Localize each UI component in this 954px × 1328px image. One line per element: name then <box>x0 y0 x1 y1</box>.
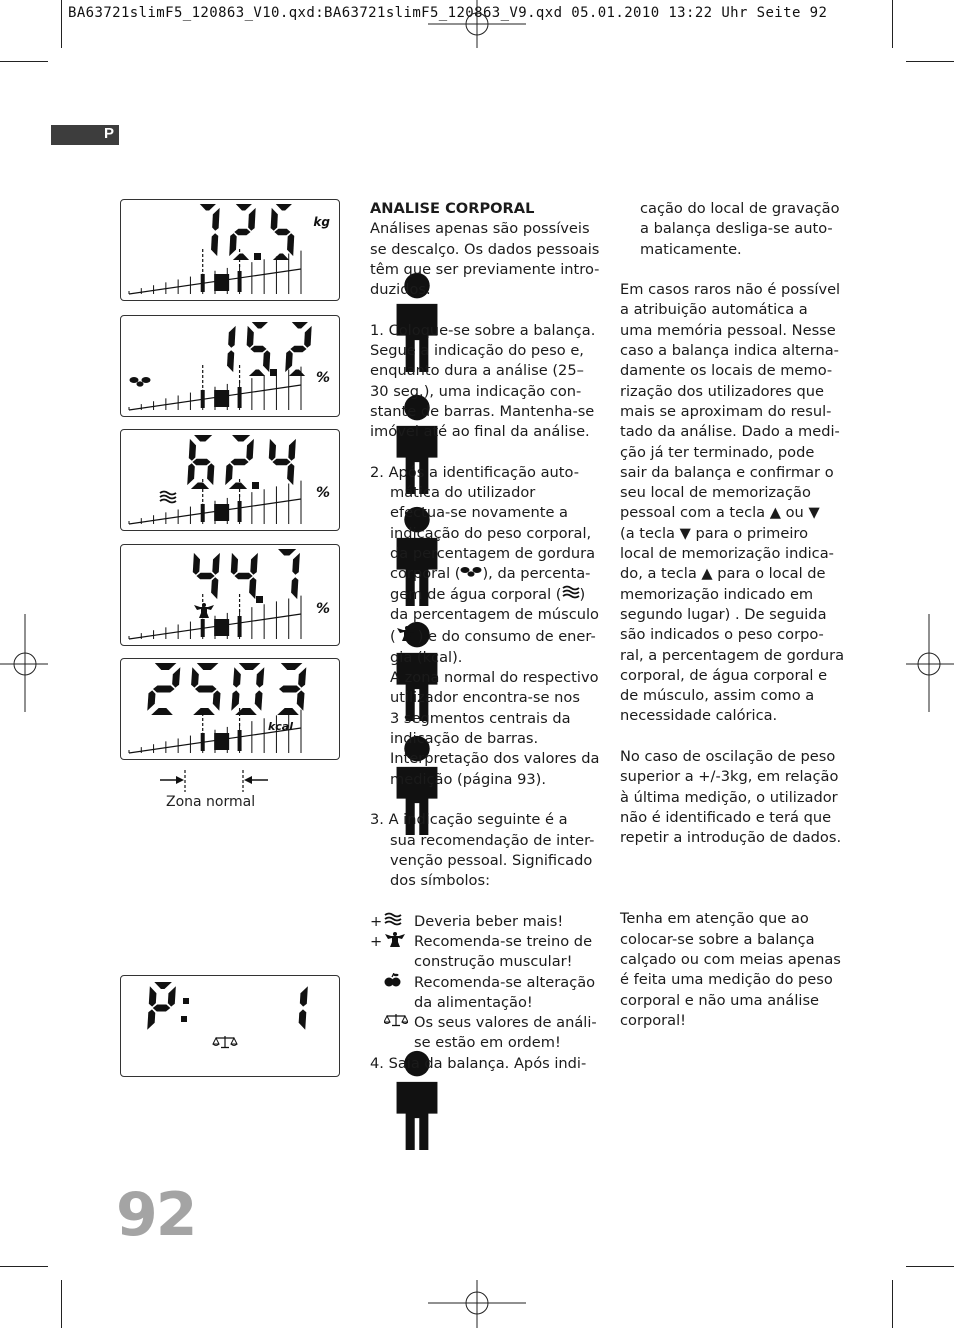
step-3 <box>370 810 600 891</box>
lcd-segment <box>172 667 180 687</box>
text-line: 1. Coloque-se sobre a balança. <box>370 321 596 339</box>
lcd-segment <box>250 553 258 575</box>
text-line: Em casos raros não é possível <box>620 281 841 299</box>
text-line: seu local de memorização <box>620 484 811 502</box>
lcd-display-weight <box>120 199 340 301</box>
lcd-segment <box>272 459 290 466</box>
step-2-muscle-label: da percentagem de músculo <box>390 606 599 624</box>
lcd-display-muscle <box>120 544 340 646</box>
registration-mark-right <box>904 614 954 714</box>
lcd-segment <box>291 577 298 599</box>
text-line: mática do utilizador <box>390 484 536 502</box>
lcd-segment <box>154 982 172 989</box>
lcd-segment <box>212 553 220 575</box>
lcd-graphic <box>121 316 339 416</box>
text-line: de músculo, assim como a <box>620 687 815 705</box>
bar-segment-active <box>238 616 242 637</box>
symbol-description: Os seus valores de análi- <box>414 1014 597 1032</box>
bar-segment-active <box>201 504 205 522</box>
muscle-icon <box>194 603 214 618</box>
lcd-segment <box>239 663 261 670</box>
lcd-segment <box>193 708 215 715</box>
text-line: indicação de barras. <box>390 730 539 748</box>
lcd-segment <box>248 208 256 231</box>
lcd-segment <box>300 986 308 1006</box>
symbol-legend-line <box>370 952 600 972</box>
text-line: do, a tecla ▲ para o local de <box>620 565 826 583</box>
bar-segment-active <box>214 504 229 521</box>
step-1 <box>370 321 600 443</box>
bar-segment-active <box>201 733 205 751</box>
lcd-segment <box>252 322 268 329</box>
text-line: 30 seg.), uma indicação con- <box>370 382 582 400</box>
lcd-segment <box>298 667 306 687</box>
bar-segment-active <box>201 274 205 292</box>
symbol-marker <box>370 912 412 932</box>
text-line: efectua-se novamente a <box>390 504 569 522</box>
text-line: se descalço. Os dados pessoais <box>370 240 600 258</box>
registration-mark-top <box>428 0 528 50</box>
symbol-description: construção muscular! <box>414 953 573 971</box>
crop-mark <box>906 1266 954 1267</box>
lcd-segment <box>281 663 303 670</box>
lcd-segment <box>277 708 299 715</box>
text-line: (a tecla ▼ para o primeiro <box>620 524 809 542</box>
symbol-marker <box>370 932 412 954</box>
lcd-segment <box>233 667 241 687</box>
symbol-description: Deveria beber mais! <box>414 912 564 930</box>
lcd-segment <box>192 459 210 466</box>
unit-label: kg <box>313 215 330 229</box>
step-4: 4. Saia da balança. Após indi- <box>370 1054 587 1072</box>
lcd-segment <box>227 350 234 372</box>
text-line: a balança desliga-se auto- <box>640 220 833 238</box>
text-line: rização dos utilizadores que <box>620 382 824 400</box>
muscle-icon <box>396 626 418 648</box>
text-line: repetir a introdução de dados. <box>620 829 842 847</box>
lcd-segment <box>194 435 212 442</box>
lcd-segment <box>187 463 195 485</box>
lcd-segment <box>233 254 249 261</box>
text-line: Análises apenas são possíveis <box>370 220 590 238</box>
lcd-segment <box>149 986 157 1006</box>
symbol-legend <box>370 912 600 1054</box>
lcd-segment <box>249 370 265 377</box>
unit-label: kcal <box>267 720 293 733</box>
text-line: colocar-se sobre a balança <box>620 930 815 948</box>
scale-icon <box>384 1013 408 1033</box>
paragraph-shoes-note <box>620 909 850 1031</box>
text-line: são indicados o peso corpo- <box>620 626 824 644</box>
lcd-graphic <box>121 430 339 530</box>
lcd-segment <box>289 370 305 377</box>
text-line: stante de barras. Mantenha-se <box>370 402 595 420</box>
lcd-segment <box>256 667 264 687</box>
symbol-marker <box>370 1013 412 1033</box>
bar-segment-active <box>201 619 205 637</box>
lcd-segment <box>212 208 220 231</box>
lcd-segment <box>276 204 292 211</box>
text-line: corporal e não uma análise <box>620 991 820 1009</box>
page-number: 92 <box>116 1180 196 1250</box>
step-4-continued <box>620 199 850 260</box>
lcd-segment <box>228 326 235 348</box>
bar-segment-active <box>214 619 229 636</box>
lcd-segment <box>304 326 311 348</box>
bar-segment-active <box>238 730 242 751</box>
lcd-segment <box>274 229 290 236</box>
lcd-graphic <box>121 545 339 645</box>
text-line: Segue a indicação do peso e, <box>370 342 584 360</box>
text-line: a atribuição automática a <box>620 301 808 319</box>
file-slug: BA63721slimF5_120863_V10.qxd:BA63721slimF5_120863_V9.qxd 05.01.2010 13:22 Uhr Seite 92 <box>68 5 828 21</box>
lcd-display-kcal <box>120 658 340 760</box>
text-line: sair da balança e confirmar o <box>620 463 834 481</box>
symbol-legend-line <box>370 1033 600 1053</box>
normal-zone-caption: Zona normal <box>166 794 256 810</box>
lcd-segment <box>147 690 155 710</box>
text-line: não é identificado e terá que <box>620 808 832 826</box>
lcd-segment <box>213 690 221 710</box>
intro-paragraph <box>370 219 600 300</box>
step-2-fat-line: corporal ( ), da percenta- <box>370 564 600 584</box>
symbol-legend-line <box>370 912 600 932</box>
lcd-segment <box>196 573 214 580</box>
bar-segment-active <box>214 390 229 407</box>
text-line: corporal! <box>620 1011 686 1029</box>
text-column-1 <box>370 199 600 1074</box>
lcd-segment <box>235 708 257 715</box>
text-line: imóvel até ao final da análise. <box>370 423 590 441</box>
lcd-graphic <box>121 200 339 300</box>
lcd-segment <box>236 204 252 211</box>
water-icon <box>562 585 580 605</box>
text-line: uma memória pessoal. Nesse <box>620 321 836 339</box>
lcd-segment <box>211 233 218 256</box>
symbol-legend-line <box>370 932 600 952</box>
lcd-display-recommendation <box>120 975 340 1077</box>
text-line: caso a balança indica alterna- <box>620 342 839 360</box>
crop-mark <box>61 0 62 48</box>
bar-segment-active <box>238 271 242 292</box>
lcd-segment <box>168 986 176 1006</box>
registration-mark-left <box>0 614 50 714</box>
text-line: enquanto dura a análise (25– <box>370 362 584 380</box>
crop-mark <box>61 1280 62 1328</box>
crop-mark <box>892 1280 893 1328</box>
lcd-segment <box>191 667 199 687</box>
muscle-icon <box>384 932 406 954</box>
text-line: ção já ter terminado, pode <box>620 443 815 461</box>
lcd-segment <box>234 573 252 580</box>
lcd-segment <box>211 577 218 599</box>
step-2-body <box>370 483 600 564</box>
crop-mark <box>0 61 48 62</box>
symbol-prefix: + <box>370 912 383 930</box>
lcd-segment <box>195 686 217 693</box>
unit-label: % <box>315 370 330 386</box>
text-line: superior a +/-3kg, em relação <box>620 768 839 786</box>
lcd-segment <box>229 233 237 256</box>
bar-segment-active <box>201 390 205 408</box>
water-icon <box>160 492 176 503</box>
text-line: duzidos. <box>370 281 431 299</box>
symbol-prefix: + <box>370 933 383 950</box>
step-2-title: 2. Após a identificação auto- <box>370 463 579 481</box>
decimal-point <box>256 596 263 603</box>
text-line: medição (página 93). <box>390 770 546 788</box>
lcd-segment <box>279 686 301 693</box>
lcd-segment <box>246 439 254 461</box>
bar-segment-active <box>238 387 242 408</box>
text-column-2 <box>620 199 850 1031</box>
fat-icon <box>460 564 482 584</box>
paragraph-weight-change <box>620 747 850 848</box>
text-line: calçado ou com meias apenas <box>620 950 841 968</box>
language-tab: P <box>51 125 119 145</box>
symbol-legend-line <box>370 1013 600 1033</box>
lcd-segment <box>287 463 294 485</box>
text-line: indicação do peso corporal, <box>390 524 592 542</box>
text-line: damente os locais de memo- <box>620 362 833 380</box>
water-icon <box>384 912 402 932</box>
text-line: da percentagem de gordura <box>390 545 596 563</box>
crop-mark <box>892 0 893 48</box>
lcd-segment <box>191 483 209 490</box>
lcd-segment <box>189 439 196 461</box>
text-line: memorização indicado em <box>620 585 814 603</box>
text-line: 3. A indicação seguinte é a <box>370 811 568 829</box>
lcd-segment <box>151 708 173 715</box>
lcd-segment <box>197 663 219 670</box>
lcd-segment <box>299 1009 307 1029</box>
lcd-segment <box>255 690 263 710</box>
text-line: corporal, de água corporal e <box>620 666 828 684</box>
text-line: à última medição, o utilizador <box>620 788 838 806</box>
text-line: mais se aproximam do resul- <box>620 402 832 420</box>
text-line: têm que ser previamente intro- <box>370 260 600 278</box>
symbol-marker <box>370 973 412 993</box>
text-line: dos símbolos: <box>390 872 491 890</box>
step-2-muscle-line: ( ) e do consumo de ener- <box>370 626 600 648</box>
decimal-point <box>252 482 259 489</box>
lcd-segment <box>153 686 175 693</box>
lcd-segment <box>247 326 254 348</box>
text-line: A zona normal do respectivo <box>390 669 599 687</box>
lcd-segment <box>269 439 276 461</box>
text-line: é feita uma medição do peso <box>620 971 833 989</box>
text-line: cação do local de gravação <box>640 200 840 217</box>
lcd-segment <box>193 553 200 575</box>
lcd-segment <box>229 483 247 490</box>
lcd-segment <box>278 549 296 556</box>
lcd-segment <box>231 553 238 575</box>
crop-mark <box>906 61 954 62</box>
lcd-display-fat <box>120 315 340 417</box>
lcd-display-water <box>120 429 340 531</box>
lcd-segment <box>292 322 308 329</box>
step-2-water-line: gem de água corporal ( ) <box>370 585 600 605</box>
lcd-segment <box>271 208 278 231</box>
symbol-description: Recomenda-se alteração <box>414 973 596 991</box>
lcd-segment <box>147 1009 155 1029</box>
paragraph-memory-keys: pessoal com a tecla ▲ ou ▼ <box>620 504 820 522</box>
colon-dot <box>181 1016 187 1022</box>
text-line: No caso de oscilação de peso <box>620 748 836 766</box>
bar-segment-active <box>214 274 229 291</box>
lcd-segment <box>273 254 289 261</box>
fruit-icon <box>384 973 402 993</box>
text-line: gia (kcal). <box>390 648 463 666</box>
lcd-graphic <box>121 659 339 759</box>
fat-icon <box>130 377 151 387</box>
text-line: Tenha em atenção que ao <box>620 910 809 928</box>
unit-label: % <box>315 485 330 501</box>
normal-zone-arrows <box>150 770 280 792</box>
lcd-segment <box>288 439 296 461</box>
lcd-segment <box>207 463 214 485</box>
text-line: Interpretação dos valores da <box>390 750 600 768</box>
symbol-description: se estão em ordem! <box>414 1034 561 1052</box>
bar-segment-active <box>214 733 229 750</box>
lcd-segment <box>200 204 216 211</box>
section-heading: ANALISE CORPORAL <box>370 200 535 217</box>
decimal-point <box>254 253 261 260</box>
text-line: sua recomendação de inter- <box>390 831 595 849</box>
symbol-legend-line <box>370 993 600 1013</box>
lcd-segment <box>153 1005 171 1012</box>
text-line: 3 segmentos centrais da <box>390 709 571 727</box>
lcd-segment <box>225 463 233 485</box>
unit-label: % <box>315 601 330 617</box>
colon-dot <box>183 998 189 1004</box>
lcd-segment <box>249 577 256 599</box>
lcd-segment <box>250 346 266 353</box>
lcd-segment <box>287 233 294 256</box>
text-line: ral, a percentagem de gordura <box>620 646 845 664</box>
crop-mark <box>0 1266 48 1267</box>
lcd-segment <box>234 229 250 236</box>
bar-segment-active <box>238 501 242 522</box>
lcd-segment <box>292 553 300 575</box>
lcd-segment <box>231 690 239 710</box>
step-2-rest <box>370 648 600 790</box>
lcd-segment <box>230 459 248 466</box>
text-line: utilizador encontra-se nos <box>390 689 580 707</box>
symbol-legend-line <box>370 973 600 993</box>
text-line: tado da análise. Dado a medi- <box>620 423 840 441</box>
lcd-graphic <box>121 976 339 1076</box>
text-line: maticamente. <box>640 240 742 258</box>
paragraph-memory-2 <box>620 524 850 727</box>
symbol-description: da alimentação! <box>414 993 533 1011</box>
lcd-segment <box>290 346 306 353</box>
lcd-segment <box>285 350 292 372</box>
text-line: venção pessoal. Significado <box>390 851 593 869</box>
text-line: segundo lugar) . De seguida <box>620 605 827 623</box>
paragraph-memory <box>620 280 850 503</box>
text-line: necessidade calórica. <box>620 707 778 725</box>
lcd-segment <box>232 435 250 442</box>
symbol-description: Recomenda-se treino de <box>414 933 593 950</box>
scale-icon <box>213 1036 237 1048</box>
text-line: local de memorização indica- <box>620 545 834 563</box>
lcd-segment <box>297 690 305 710</box>
registration-mark-bottom <box>428 1278 528 1328</box>
lcd-segment <box>263 350 270 372</box>
lcd-segment <box>155 663 177 670</box>
